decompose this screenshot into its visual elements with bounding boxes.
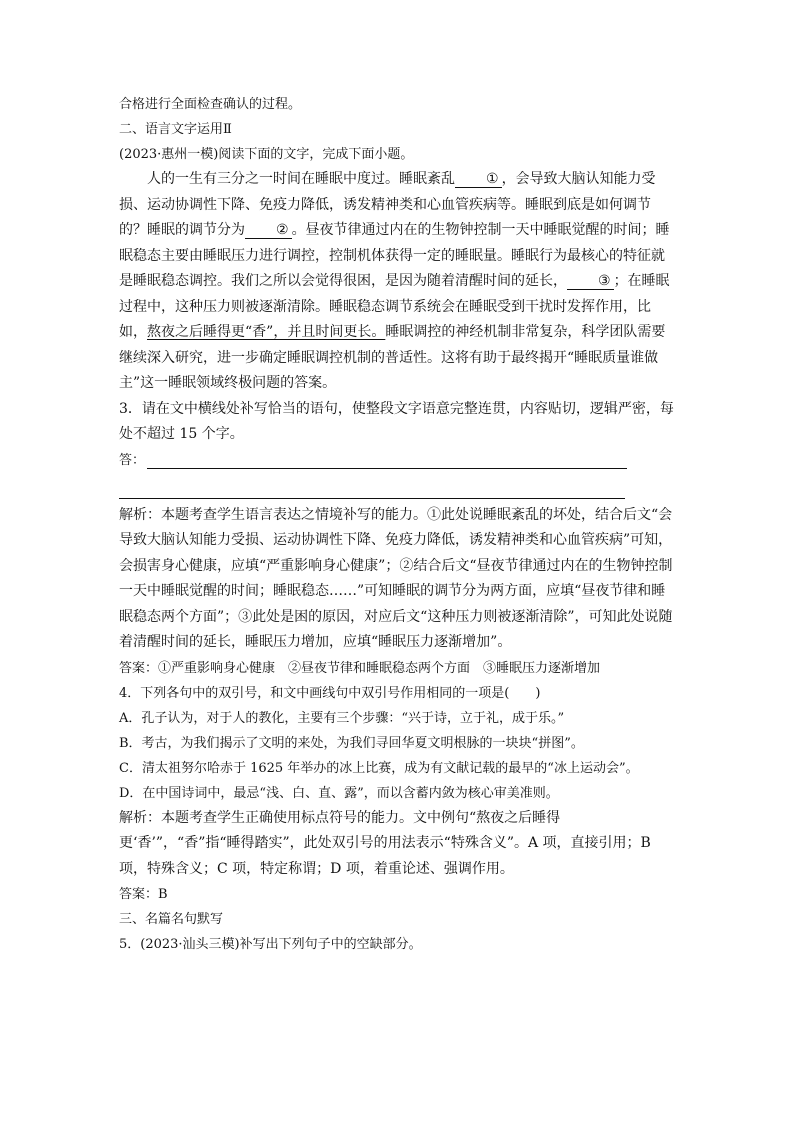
answer-3: 答案：①严重影响身心健康 ②昼夜节律和睡眠稳态两个方面 ③睡眠压力逐渐增加 [119,660,601,676]
answer-rule [119,473,625,499]
option-b: B．考古，为我们揭示了文明的来处，为我们寻回华夏文明根脉的一块块“拼图”。 [119,735,584,751]
section-heading: 二、语言文字运用Ⅱ [119,122,232,137]
blank-2: ② [245,222,292,239]
blank-1: ① [455,171,502,188]
section-heading: 三、名篇名句默写 [119,912,224,927]
reading-passage [119,167,675,397]
document-page [119,92,675,957]
passage-text: 。昼夜节律通过内在的生物钟控制一天中睡眠觉醒的时间；睡眠稳态主要由睡眠压力进行调控，控制机体获得一定的睡眠量。睡眠行为最核心的特征就是睡眠稳态调控。我们之所以会觉得很困，是因为随着清醒时间的延长， [119,222,670,289]
answer-line [119,448,675,473]
question-4: 4．下列各句中的双引号，和文中画线句中双引号作用相同的一项是( ) [119,685,541,701]
source-line: (2023·惠州一模)阅读下面的文字，完成下面小题。 [119,147,414,162]
question-3: 3．请在文中横线处补写恰当的语句，使整段文字语意完整连贯，内容贴切，逻辑严密，每处不超过 15 个字。 [119,400,674,442]
blank-3: ③ [567,273,614,290]
underlined-sentence: 熬夜之后睡得更“香”，并且时间更长。 [147,324,386,340]
option-d: D．在中国诗词中，最忌“浅、白、直、露”，而以含蓄内敛为核心审美准则。 [119,785,559,801]
question-5: 5．(2023·汕头三模)补写出下列句子中的空缺部分。 [119,937,422,952]
passage-text: ；在睡眠过程中，这种压力则被逐渐清除。睡眠稳态调节系统会在睡眠受到干扰时发挥作用，比如， [119,273,670,340]
answer-4: 答案：B [119,887,168,902]
analysis-4: 解析：本题考查学生正确使用标点符号的能力。文中例句“熬夜之后睡得更‘香’”，“香”指“睡得踏实”，此处双引号的用法表示“特殊含义”。A 项，直接引用；B 项，特殊含义；C 项，特定称谓；D 项，着重论述、强调作用。 [119,809,651,877]
option-a: A．孔子认为，对于人的教化，主要有三个步骤：“兴于诗，立于礼，成于乐。” [119,710,565,726]
answer-label: 答： [119,452,146,468]
text-line: 合格进行全面检查确认的过程。 [119,97,302,112]
passage-text: ，会导致大脑认知能力受损、运动协调性下降、免疫力降低，诱发精神类和心血管疾病等。睡眠到底是如何调节的？睡眠的调节分为 [119,171,656,238]
answer-rule [147,468,627,469]
passage-text: 人的一生有三分之一时间在睡眠中度过。睡眠紊乱 [147,171,455,187]
passage-text: 睡眠调控的神经机制非常复杂，科学团队需要继续深入研究，进一步确定睡眠调控机制的普适性。这将有助于最终揭开“睡眠质量谁做主”这一睡眠领域终极问题的答案。 [119,324,666,391]
option-c: C．清太祖努尔哈赤于 1625 年举办的冰上比赛，成为有文献记载的最早的“冰上运动会”。 [119,760,639,776]
analysis-3: 解析：本题考查学生语言表达之情境补写的能力。①此处说睡眠紊乱的坏处，结合后文“会导致大脑认知能力受损、运动协调性下降、免疫力降低，诱发精神类和心血管疾病”可知，会损害身心健康，应填“严重影响身心健康”；②结合后文“昼夜节律通过内在的生物钟控制一天中睡眠觉醒的时间；睡眠稳态……”可知睡眠的调节分为两方面，应填“昼夜节律和睡眠稳态两个方面”；③此处是困的原因，对应后文“这种压力则被逐渐清除”，可知此处说随着清醒时间的延长，睡眠压力增加，应填“睡眠压力逐渐增加”。 [119,506,673,650]
